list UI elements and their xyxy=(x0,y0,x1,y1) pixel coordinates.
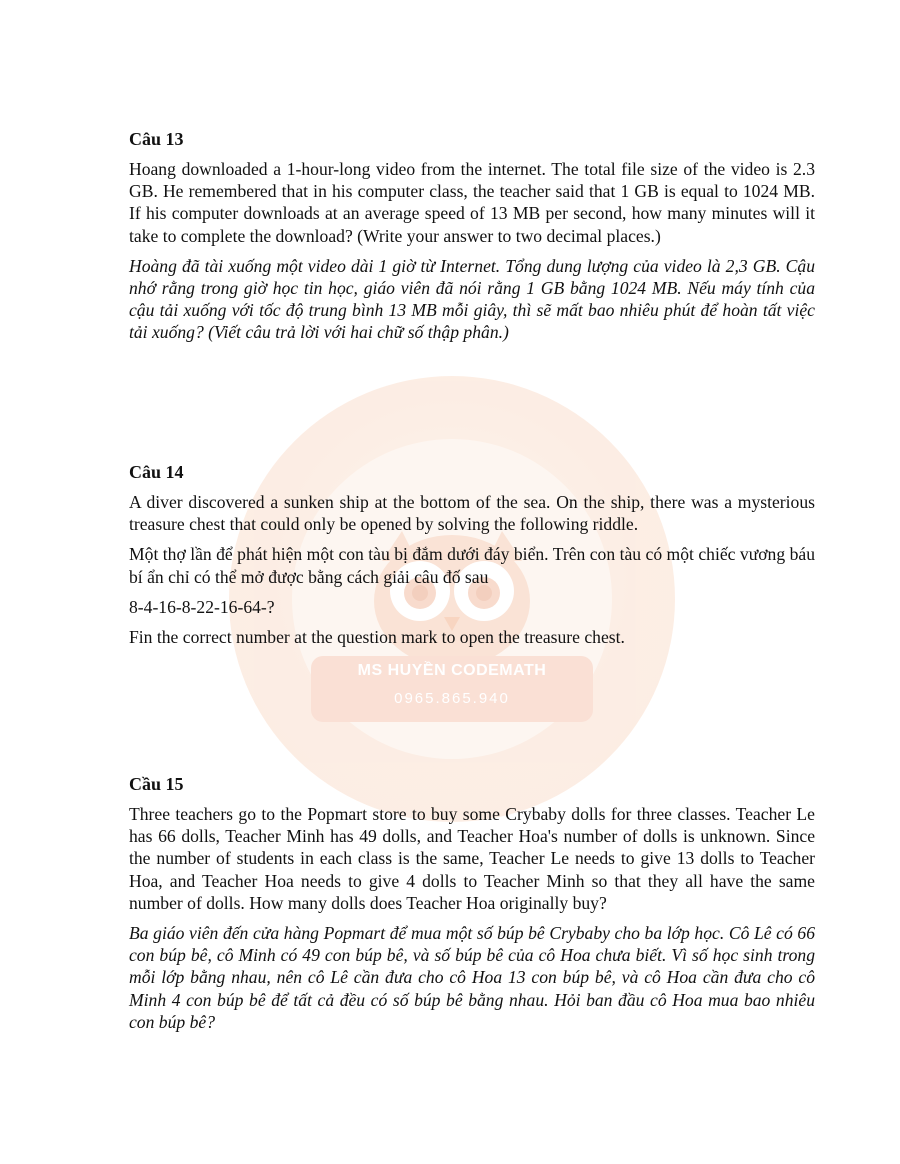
question-title: Câu 14 xyxy=(129,462,184,482)
question-prompt: Fin the correct number at the question mark to open the treasure chest. xyxy=(129,627,625,648)
question-text-english: Hoang downloaded a 1-hour-long video from the internet. The total file size of the video is 2.3 GB. He remembered that in his computer class, the teacher said that 1 GB is equal to 1024 MB. If his computer downloads at an average speed of 13 MB per second, how many minutes will it take to complete the download? (Write your answer to two decimal places.) xyxy=(129,159,815,246)
watermark-phone-text: 0965.865.940 xyxy=(394,690,510,707)
question-text-vietnamese: Ba giáo viên đến cửa hàng Popmart để mua một số búp bê Crybaby cho ba lớp học. Cô Lê có 66 con búp bê, cô Minh có 49 con búp bê, và số búp bê của cô Hoa chưa biết. Vì số học sinh trong mỗi lớp bằng nhau, nên cô Lê cần đưa cho cô Hoa 13 con búp bê, và cô Hoa cần đưa cho cô Minh 4 con búp bê để tất cả đều có số búp bê bằng nhau. Hỏi ban đầu cô Hoa mua bao nhiêu con búp bê? xyxy=(129,923,815,1032)
question-title: Câu 13 xyxy=(129,129,184,149)
question-title: Cầu 15 xyxy=(129,774,184,794)
question-13 xyxy=(129,128,815,344)
question-14 xyxy=(129,461,815,648)
question-text-english: Three teachers go to the Popmart store to buy some Crybaby dolls for three classes. Teacher Le has 66 dolls, Teacher Minh has 49 dolls, and Teacher Hoa's number of dolls is unknown. Since the number of students in each class is the same, Teacher Le needs to give 13 dolls to Teacher Hoa, and Teacher Hoa needs to give 4 dolls to Teacher Minh so that they all have the same number of dolls. How many dolls does Teacher Hoa originally buy? xyxy=(129,804,815,913)
question-text-vietnamese: Hoàng đã tài xuống một video dài 1 giờ từ Internet. Tổng dung lượng của video là 2,3 GB. Cậu nhớ rằng trong giờ học tin học, giáo viên đã nói rằng 1 GB bằng 1024 MB. Nếu máy tính của cậu tải xuống với tốc độ trung bình 13 MB mỗi giây, thì sẽ mất bao nhiêu phút để hoàn tất việc tải xuống? (Viết câu trả lời với hai chữ số thập phân.) xyxy=(129,255,815,343)
question-text-english: A diver discovered a sunken ship at the bottom of the sea. On the ship, there was a mysterious treasure chest that could only be opened by solving the following riddle. xyxy=(129,492,815,535)
question-text-vietnamese: Một thợ lần để phát hiện một con tàu bị đắm dưới đáy biển. Trên con tàu có một chiếc vương báu bí ẩn chỉ có thể mở được bằng cách giải câu đố sau xyxy=(129,544,815,587)
question-15 xyxy=(129,773,815,1033)
number-sequence: 8-4-16-8-22-16-64-? xyxy=(129,596,275,617)
watermark-brand-text: MS HUYỀN CODEMATH xyxy=(357,662,547,679)
